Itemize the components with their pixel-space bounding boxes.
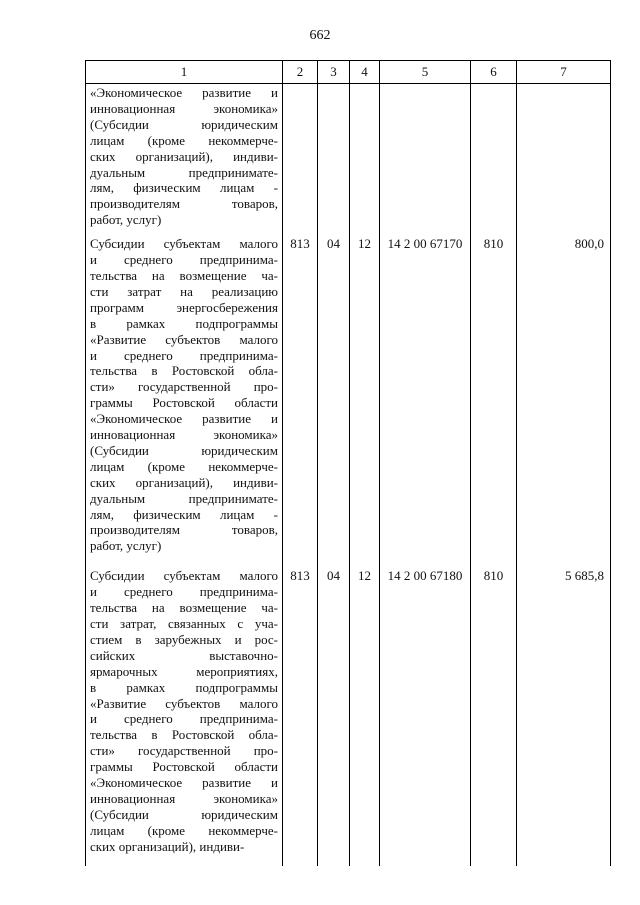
description-line: в рамках подпрограммы (90, 679, 278, 695)
expense-type-code (471, 84, 517, 234)
description-line: производителям товаров, (90, 196, 278, 212)
description-line: ских организаций), индиви- (90, 474, 278, 490)
description-line: лям, физическим лицам - (90, 180, 278, 196)
column-header: 5 (380, 61, 471, 84)
description-line: инновационная экономика» (90, 100, 278, 116)
column-header: 4 (350, 61, 380, 84)
subsection-code: 12 (350, 233, 380, 565)
section-code (318, 84, 350, 234)
section-code: 04 (318, 565, 350, 865)
budget-table (85, 60, 611, 866)
section-code: 04 (318, 233, 350, 565)
description-line: сти затрат на реализацию (90, 283, 278, 299)
expense-type-code: 810 (471, 233, 517, 565)
column-header: 7 (517, 61, 611, 84)
page-number: 662 (309, 28, 331, 43)
table-body (86, 84, 611, 866)
table-header-row (86, 61, 611, 84)
description-line: и среднего предпринима- (90, 584, 278, 600)
row-description (86, 84, 283, 234)
target-article-code: 14 2 00 67170 (380, 233, 471, 565)
description-line: «Развитие субъектов малого (90, 695, 278, 711)
description-line: и среднего предпринима- (90, 347, 278, 363)
description-line: тельства на возмещение ча- (90, 267, 278, 283)
description-line: лицам (кроме некоммерче- (90, 132, 278, 148)
description-line: лям, физическим лицам - (90, 506, 278, 522)
ministry-code (283, 84, 318, 234)
description-line: тельства в Ростовской обла- (90, 363, 278, 379)
description-line: (Субсидии юридическим (90, 442, 278, 458)
description-line: (Субсидии юридическим (90, 116, 278, 132)
description-line: лицам (кроме некоммерче- (90, 458, 278, 474)
description-line: сти» государственной про- (90, 379, 278, 395)
description-line: и среднего предпринима- (90, 252, 278, 268)
description-line: сти» государственной про- (90, 743, 278, 759)
description-line: дуальным предпринимате- (90, 490, 278, 506)
expense-type-code: 810 (471, 565, 517, 865)
description-line: работ, услуг) (90, 538, 162, 554)
description-line: «Экономическое развитие и (90, 85, 278, 100)
description-line: (Субсидии юридическим (90, 806, 278, 822)
description-line: граммы Ростовской области (90, 395, 278, 411)
column-header: 6 (471, 61, 517, 84)
description-line: инновационная экономика» (90, 427, 278, 443)
subsection-code (350, 84, 380, 234)
description-line: и среднего предпринима- (90, 711, 278, 727)
description-line: «Экономическое развитие и (90, 775, 278, 791)
row-description (86, 565, 283, 865)
amount-value: 5 685,8 (517, 565, 611, 865)
description-line: производителям товаров, (90, 522, 278, 538)
amount-value: 800,0 (517, 233, 611, 565)
description-line: ярмарочных мероприятиях, (90, 663, 278, 679)
ministry-code: 813 (283, 565, 318, 865)
ministry-code: 813 (283, 233, 318, 565)
description-line: граммы Ростовской области (90, 759, 278, 775)
description-line: инновационная экономика» (90, 790, 278, 806)
row-description (86, 233, 283, 565)
description-line: сти затрат, связанных с уча- (90, 616, 278, 631)
description-line: ских организаций), индиви- (90, 838, 245, 854)
target-article-code (380, 84, 471, 234)
description-line: сийских выставочно- (90, 647, 278, 663)
table-row (86, 84, 611, 234)
subsection-code: 12 (350, 565, 380, 865)
amount-value (517, 84, 611, 234)
description-line: «Развитие субъектов малого (90, 331, 278, 347)
description-line: тельства в Ростовской обла- (90, 727, 278, 743)
description-line: лицам (кроме некоммерче- (90, 822, 278, 838)
description-line: тельства на возмещение ча- (90, 600, 278, 616)
description-line: работ, услуг) (90, 212, 162, 228)
description-line: Субсидии субъектам малого (90, 568, 278, 584)
description-line: ских организаций), индиви- (90, 148, 278, 164)
description-line: стием в зарубежных и рос- (90, 631, 278, 647)
description-line: программ энергосбережения (90, 299, 278, 315)
description-line: «Экономическое развитие и (90, 411, 278, 427)
column-header: 1 (86, 61, 283, 84)
description-line: Субсидии субъектам малого (90, 236, 278, 252)
description-line: дуальным предпринимате- (90, 164, 278, 180)
table-row (86, 233, 611, 565)
target-article-code: 14 2 00 67180 (380, 565, 471, 865)
column-header: 3 (318, 61, 350, 84)
description-line: в рамках подпрограммы (90, 315, 278, 331)
column-header: 2 (283, 61, 318, 84)
table-row (86, 565, 611, 865)
